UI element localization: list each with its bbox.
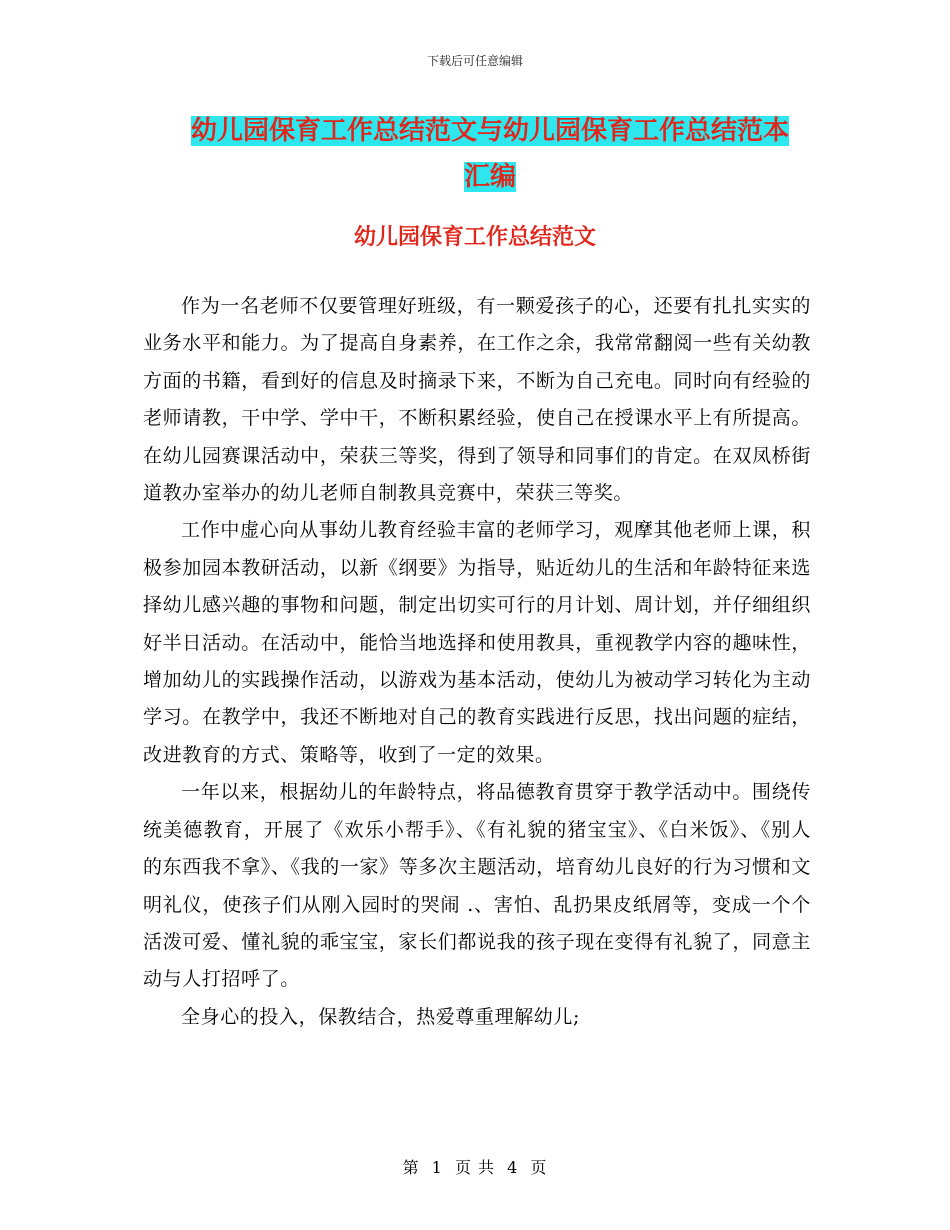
paragraph: 作为一名老师不仅要管理好班级，有一颗爱孩子的心，还要有扎扎实实的业务水平和能力。为了提高自身素养，在工作之余，我常常翻阅一些有关幼教方面的书籍，看到好的信息及时摘录下来，不断为自己充电。同时向有经验的老师请教，干中学、学中干，不断积累经验，使自己在授课水平上有所提高。在幼儿园赛课活动中，荣获三等奖，得到了领导和同事们的肯定。在双凤桥街道教办室举办的幼儿老师自制教具竞赛中，荣获三等奖。 [143,295,811,505]
current-page-number: 1 [431,1158,443,1177]
paragraph: 全身心的投入，保教结合，热爱尊重理解幼儿; [181,1005,581,1028]
footer-suffix: 页 [530,1158,548,1177]
page-header-note: 下载后可任意编辑 [426,54,523,68]
section-title: 幼儿园保育工作总结范文 [353,224,596,250]
document-title-line-2: 汇编 [463,162,516,192]
document-body [143,288,811,1036]
document-title [140,108,840,200]
page-footer [0,1155,950,1178]
total-page-count: 4 [507,1158,519,1177]
paragraph: 工作中虚心向从事幼儿教育经验丰富的老师学习，观摩其他老师上课，积极参加园本教研活动，以新《纲要》为指导，贴近幼儿的生活和年龄特征来选择幼儿感兴趣的事物和问题，制定出切实可行的月计划、周计划，并仔细组织好半日活动。在活动中，能恰当地选择和使用教具，重视教学内容的趣味性，增加幼儿的实践操作活动，以游戏为基本活动，使幼儿为被动学习转化为主动学习。在教学中，我还不断地对自己的教育实践进行反思，找出问题的症结，改进教育的方式、策略等，收到了一定的效果。 [143,519,811,766]
paragraph: 一年以来，根据幼儿的年龄特点，将品德教育贯穿于教学活动中。围绕传统美德教育，开展了《欢乐小帮手》、《有礼貌的猪宝宝》、《白米饭》、《别人的东西我不拿》、《我的一家》等多次主题活动，培育幼儿良好的行为习惯和文明礼仪，使孩子们从刚入园时的哭闹 .、害怕、乱扔果皮纸屑等，变成一个个活泼可爱、懂礼貌的乖宝宝，家长们都说我的孩子现在变得有礼貌了，同意主动与人打招呼了。 [143,781,811,991]
document-title-line-1: 幼儿园保育工作总结范文与幼儿园保育工作总结范本 [190,116,789,146]
footer-middle: 页 共 [454,1158,496,1177]
footer-prefix: 第 [402,1158,420,1177]
